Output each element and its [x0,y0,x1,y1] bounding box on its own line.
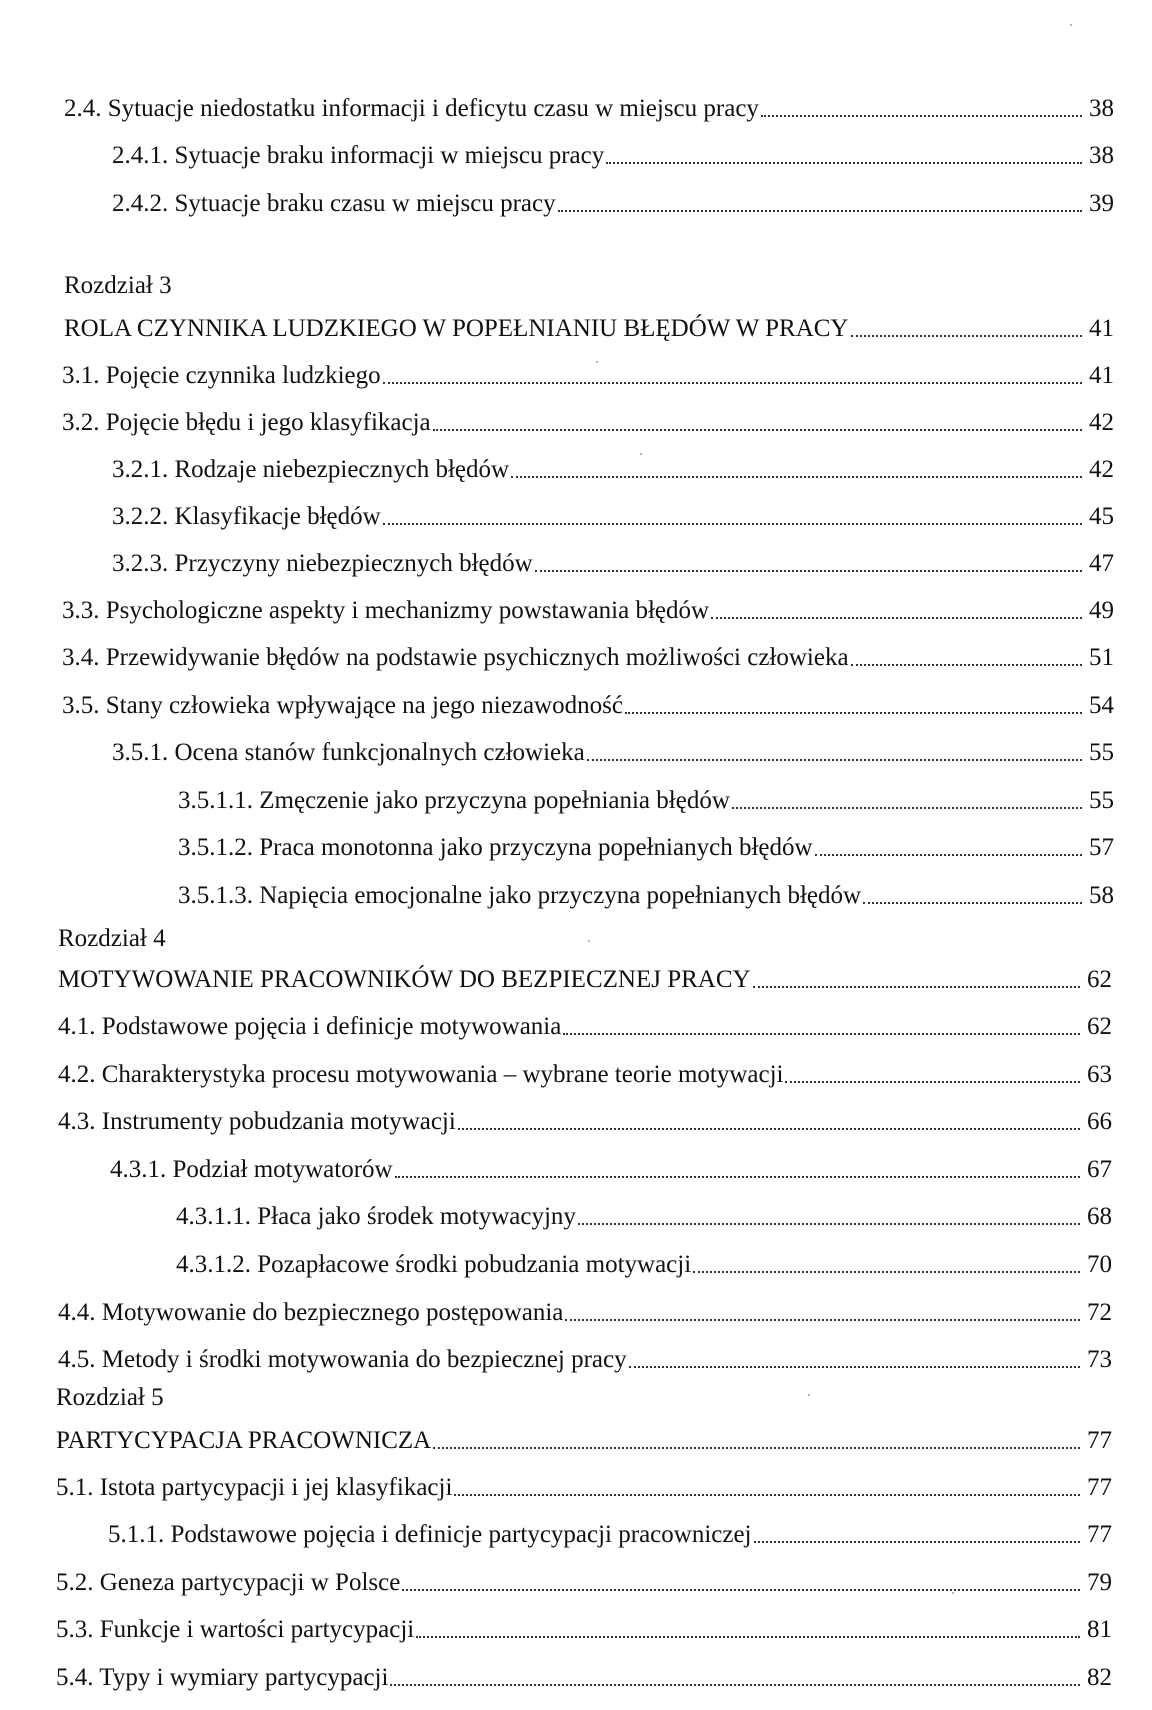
dot-leader [416,1636,1080,1638]
scan-speck [808,1394,810,1396]
entry-title: 3.5.1.2. Praca monotonna jako przyczyna popełnianych błędów [178,834,813,861]
entry-title: 4.3.1.2. Pozapłacowe środki pobudzania motywacji [176,1251,692,1278]
toc-entry [178,823,1114,863]
toc-entry [64,304,1114,344]
toc-entry [58,1288,1112,1328]
scan-speck [1070,24,1072,26]
dot-leader [625,712,1082,714]
toc-entry [56,1605,1112,1645]
page-number: 67 [1087,1156,1112,1183]
toc-entry [112,179,1114,219]
toc-entry [58,1097,1112,1137]
dot-leader [815,854,1082,856]
page-number: 70 [1087,1251,1112,1278]
toc-entry [178,776,1114,816]
entry-title: 5.2. Geneza partycypacji w Polsce [56,1569,401,1596]
toc-entry [62,351,1114,391]
page-number: 49 [1089,597,1114,624]
page-number: 73 [1087,1346,1112,1373]
dot-leader [511,476,1082,478]
dot-leader [754,1541,1080,1543]
dot-leader [732,807,1082,809]
dot-leader [454,1494,1080,1496]
page-number: 68 [1087,1203,1112,1230]
entry-title: 4.4. Motywowanie do bezpiecznego postępowania [58,1299,564,1326]
dot-leader [390,1684,1080,1686]
page-number: 77 [1087,1474,1112,1501]
entry-title: 3.5.1.3. Napięcia emocjonalne jako przyczyna popełnianych błędów [178,882,862,909]
entry-title: 4.3.1.1. Płaca jako środek motywacyjny [176,1203,576,1230]
page-number: 62 [1087,966,1112,993]
entry-title: 5.4. Typy i wymiary partycypacji [56,1664,389,1691]
toc-entry [176,1192,1112,1232]
entry-title: 3.2. Pojęcie błędu i jego klasyfikacja [62,409,431,436]
page-number: 55 [1089,739,1114,766]
page-number: 82 [1087,1664,1112,1691]
entry-title: 2.4. Sytuacje niedostatku informacji i deficytu czasu w miejscu pracy [64,95,759,122]
entry-title: 5.3. Funkcje i wartości partycypacji [56,1616,415,1643]
page-number: 66 [1087,1108,1112,1135]
scan-speck [596,361,598,363]
toc-entry [58,1050,1112,1090]
entry-title: 4.1. Podstawowe pojęcia i definicje motywowania [58,1013,562,1040]
entry-title: 3.3. Psychologiczne aspekty i mechanizmy powstawania błędów [62,597,710,624]
toc-entry [62,681,1114,721]
dot-leader [563,1033,1080,1035]
toc-entry [58,955,1112,995]
page-number: 39 [1089,190,1114,217]
dot-leader [383,382,1082,384]
dot-leader [851,335,1083,337]
dot-leader [433,1447,1080,1449]
toc-entry [112,445,1114,485]
entry-title: 3.2.2. Klasyfikacje błędów [112,503,381,530]
page-number: 77 [1087,1427,1112,1454]
page-number: 38 [1089,142,1114,169]
scan-speck [952,1592,954,1594]
page-number: 45 [1089,503,1114,530]
toc-entry [56,1463,1112,1503]
dot-leader [458,1128,1080,1130]
page-number: 42 [1089,409,1114,436]
chapter-label: Rozdział 3 [64,272,172,299]
entry-title: 3.5.1.1. Zmęczenie jako przyczyna popełniania błędów [178,787,730,814]
dot-leader [383,523,1082,525]
page-number: 57 [1089,834,1114,861]
toc-entry [58,1002,1112,1042]
dot-leader [587,759,1082,761]
entry-title: 3.5. Stany człowieka wpływające na jego niezawodność [62,692,623,719]
entry-title: 3.2.1. Rodzaje niebezpiecznych błędów [112,456,510,483]
toc-entry [62,633,1114,673]
scan-speck [640,453,642,455]
entry-title: 2.4.1. Sytuacje braku informacji w miejscu pracy [112,142,605,169]
entry-title: 2.4.2. Sytuacje braku czasu w miejscu pracy [112,190,556,217]
dot-leader [558,210,1082,212]
dot-leader [433,429,1082,431]
toc-entry [56,1416,1112,1456]
toc-entry [58,1335,1112,1375]
chapter-label: Rozdział 5 [56,1384,164,1411]
toc-entry [178,871,1114,911]
scan-speck [588,940,590,942]
entry-title: 4.2. Charakterystyka procesu motywowania – wybrane teorie motywacji [58,1061,784,1088]
toc-entry [110,1145,1112,1185]
dot-leader [693,1271,1080,1273]
chapter-title: PARTYCYPACJA PRACOWNICZA [56,1427,432,1454]
dot-leader [851,664,1082,666]
dot-leader [629,1366,1080,1368]
page-number: 62 [1087,1013,1112,1040]
page-number: 47 [1089,550,1114,577]
toc-entry [62,398,1114,438]
entry-title: 5.1.1. Podstawowe pojęcia i definicje partycypacji pracowniczej [108,1521,752,1548]
toc-entry [112,539,1114,579]
page-number: 63 [1087,1061,1112,1088]
entry-title: 4.3. Instrumenty pobudzania motywacji [58,1108,456,1135]
page-number: 41 [1089,362,1114,389]
entry-title: 5.1. Istota partycypacji i jej klasyfikacji [56,1474,453,1501]
dot-leader [535,570,1082,572]
entry-title: 4.5. Metody i środki motywowania do bezpiecznej pracy [58,1346,627,1373]
toc-entry [62,586,1114,626]
page-number: 42 [1089,456,1114,483]
dot-leader [606,162,1082,164]
entry-title: 3.4. Przewidywanie błędów na podstawie psychicznych możliwości człowieka [62,644,849,671]
dot-leader [863,902,1082,904]
dot-leader [753,986,1080,988]
dot-leader [711,617,1082,619]
toc-entry [56,1653,1112,1693]
toc-entry [112,131,1114,171]
chapter-label: Rozdział 4 [58,925,166,952]
toc-entry [64,84,1114,124]
dot-leader [565,1319,1080,1321]
dot-leader [578,1223,1080,1225]
dot-leader [402,1589,1080,1591]
toc-entry [108,1510,1112,1550]
page-number: 51 [1089,644,1114,671]
page-number: 38 [1089,95,1114,122]
page-number: 79 [1087,1569,1112,1596]
page-number: 81 [1087,1616,1112,1643]
page-number: 58 [1089,882,1114,909]
toc-entry [112,728,1114,768]
dot-leader [761,115,1082,117]
toc-entry [112,492,1114,532]
page-number: 72 [1087,1299,1112,1326]
entry-title: 3.1. Pojęcie czynnika ludzkiego [62,362,381,389]
entry-title: 4.3.1. Podział motywatorów [110,1156,393,1183]
page-number: 41 [1089,315,1114,342]
page-number: 77 [1087,1521,1112,1548]
toc-entry [176,1240,1112,1280]
chapter-title: ROLA CZYNNIKA LUDZKIEGO W POPEŁNIANIU BŁĘDÓW W PRACY [64,315,849,342]
entry-title: 3.2.3. Przyczyny niebezpiecznych błędów [112,550,533,577]
page-number: 55 [1089,787,1114,814]
dot-leader [395,1176,1080,1178]
entry-title: 3.5.1. Ocena stanów funkcjonalnych człowieka [112,739,585,766]
page-number: 54 [1089,692,1114,719]
chapter-title: MOTYWOWANIE PRACOWNIKÓW DO BEZPIECZNEJ PRACY [58,966,751,993]
dot-leader [785,1081,1080,1083]
